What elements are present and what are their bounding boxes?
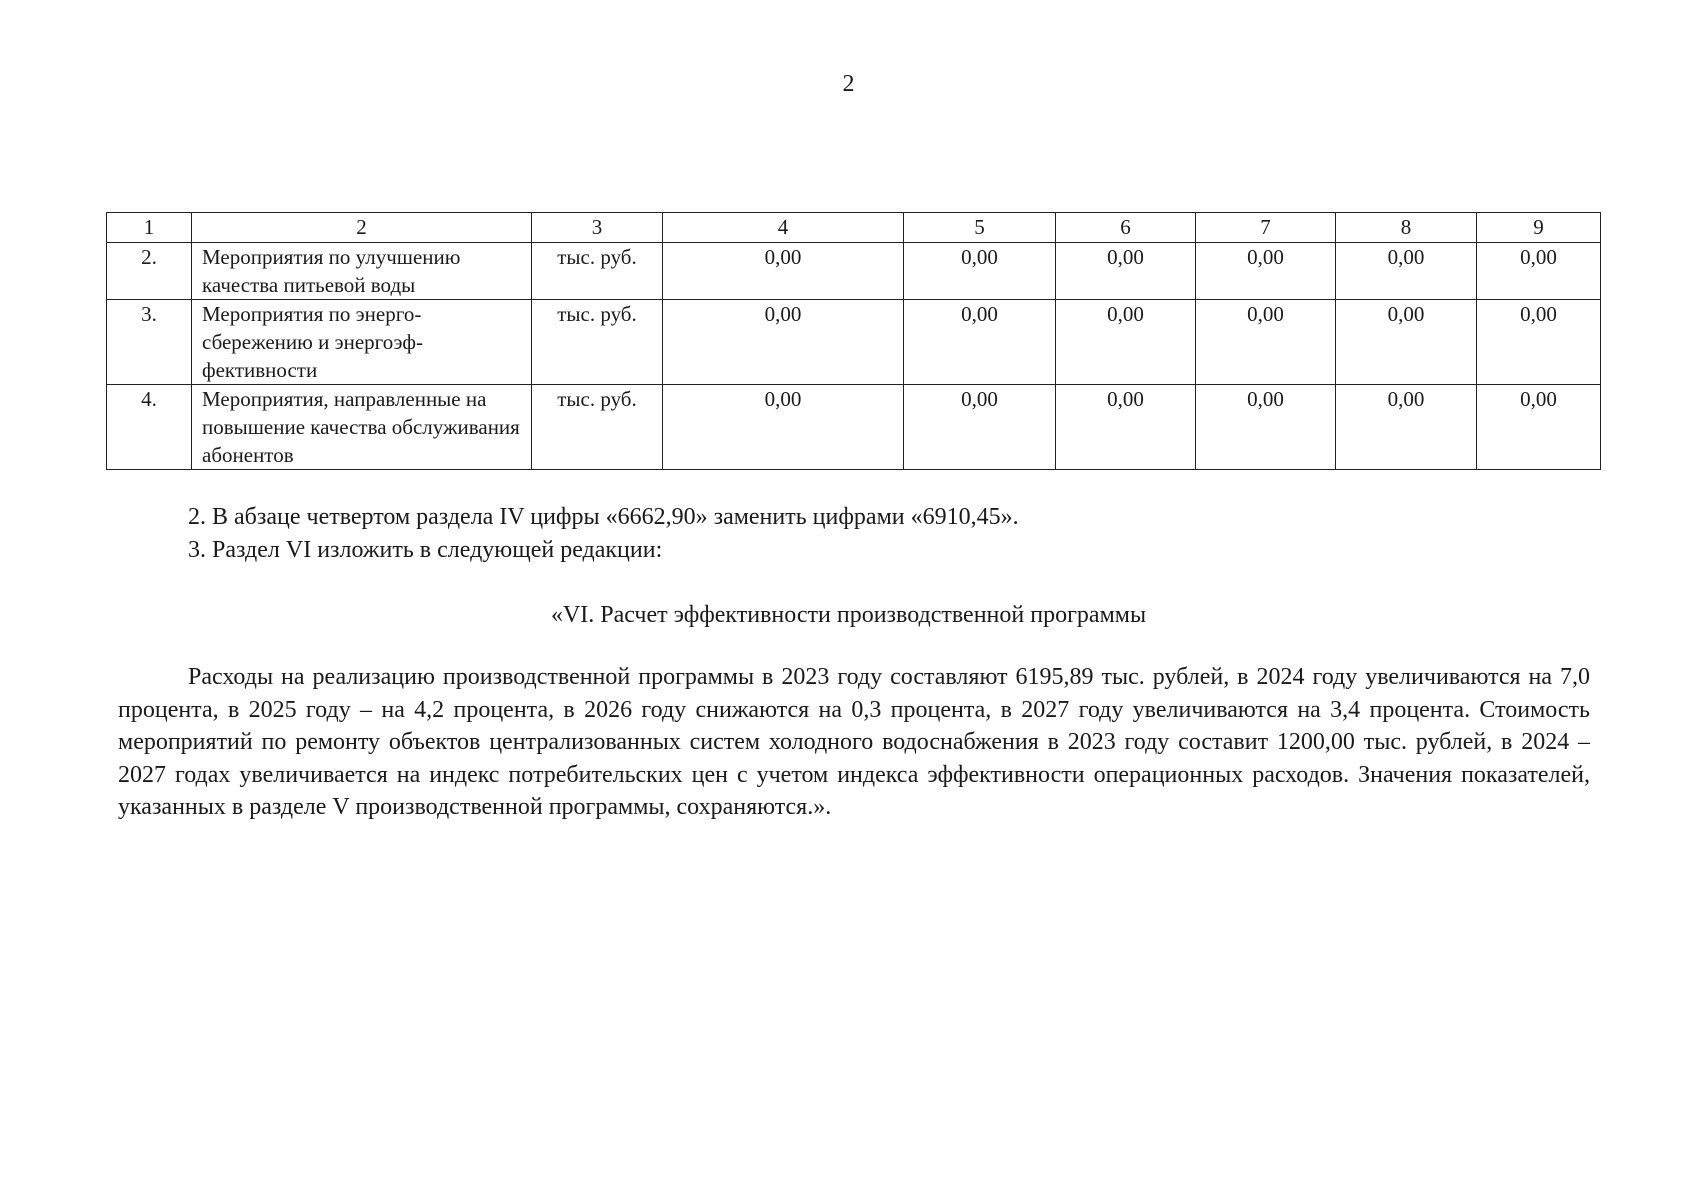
row-number: 3. bbox=[107, 300, 192, 385]
measure-name: Мероприятия, направленные на повышение качества обслуживания абонентов bbox=[192, 385, 532, 470]
value-cell: 0,00 bbox=[663, 300, 904, 385]
value-cell: 0,00 bbox=[1056, 243, 1196, 300]
value-cell: 0,00 bbox=[904, 385, 1056, 470]
table-header-row bbox=[107, 213, 1601, 243]
column-header: 9 bbox=[1477, 213, 1601, 243]
value-cell: 0,00 bbox=[1477, 243, 1601, 300]
table-row bbox=[107, 300, 1601, 385]
column-header: 1 bbox=[107, 213, 192, 243]
column-header: 3 bbox=[532, 213, 663, 243]
column-header: 4 bbox=[663, 213, 904, 243]
value-cell: 0,00 bbox=[1336, 243, 1477, 300]
unit-cell: тыс. руб. bbox=[532, 300, 663, 385]
column-header: 8 bbox=[1336, 213, 1477, 243]
value-cell: 0,00 bbox=[1196, 300, 1336, 385]
column-header: 5 bbox=[904, 213, 1056, 243]
section-title: «VI. Расчет эффективности производственной программы bbox=[550, 602, 1147, 628]
amendment-item-3: 3. Раздел VI изложить в следующей редакции: bbox=[188, 537, 663, 563]
value-cell: 0,00 bbox=[1477, 385, 1601, 470]
column-header: 7 bbox=[1196, 213, 1336, 243]
value-cell: 0,00 bbox=[1196, 385, 1336, 470]
value-cell: 0,00 bbox=[904, 300, 1056, 385]
value-cell: 0,00 bbox=[1056, 300, 1196, 385]
row-number: 2. bbox=[107, 243, 192, 300]
unit-cell: тыс. руб. bbox=[532, 385, 663, 470]
expenses-table bbox=[106, 212, 1601, 470]
value-cell: 0,00 bbox=[1477, 300, 1601, 385]
value-cell: 0,00 bbox=[1196, 243, 1336, 300]
page-number: 2 bbox=[842, 71, 855, 97]
unit-cell: тыс. руб. bbox=[532, 243, 663, 300]
value-cell: 0,00 bbox=[904, 243, 1056, 300]
column-header: 6 bbox=[1056, 213, 1196, 243]
value-cell: 0,00 bbox=[663, 385, 904, 470]
row-number: 4. bbox=[107, 385, 192, 470]
section-paragraph: Расходы на реализацию производственной программы в 2023 году составляют 6195,89 тыс. рублей, в 2024 году увеличиваются на 7,0 процента, в 2025 году – на 4,2 процента, в 2026 году снижаются на 0,3 процента, в 2027 году увеличиваются на 3,4 процента. Стоимость мероприятий по ремонту объектов централизованных систем холодного водоснабжения в 2023 году составит 1200,00 тыс. рублей, в 2024 – 2027 годах увеличивается на индекс потребительских цен с учетом индекса эффективности операционных расходов. Значения показателей, указанных в разделе V производственной программы, сохраняются.». bbox=[118, 664, 1590, 821]
table-row bbox=[107, 385, 1601, 470]
value-cell: 0,00 bbox=[1056, 385, 1196, 470]
column-header: 2 bbox=[192, 213, 532, 243]
measure-name: Мероприятия по энерго-сбережению и энергоэф-фективности bbox=[192, 300, 532, 385]
amendment-item-2: 2. В абзаце четвертом раздела IV цифры «6662,90» заменить цифрами «6910,45». bbox=[188, 504, 1019, 530]
value-cell: 0,00 bbox=[1336, 300, 1477, 385]
value-cell: 0,00 bbox=[1336, 385, 1477, 470]
value-cell: 0,00 bbox=[663, 243, 904, 300]
table-row bbox=[107, 243, 1601, 300]
measure-name: Мероприятия по улучшению качества питьевой воды bbox=[192, 243, 532, 300]
